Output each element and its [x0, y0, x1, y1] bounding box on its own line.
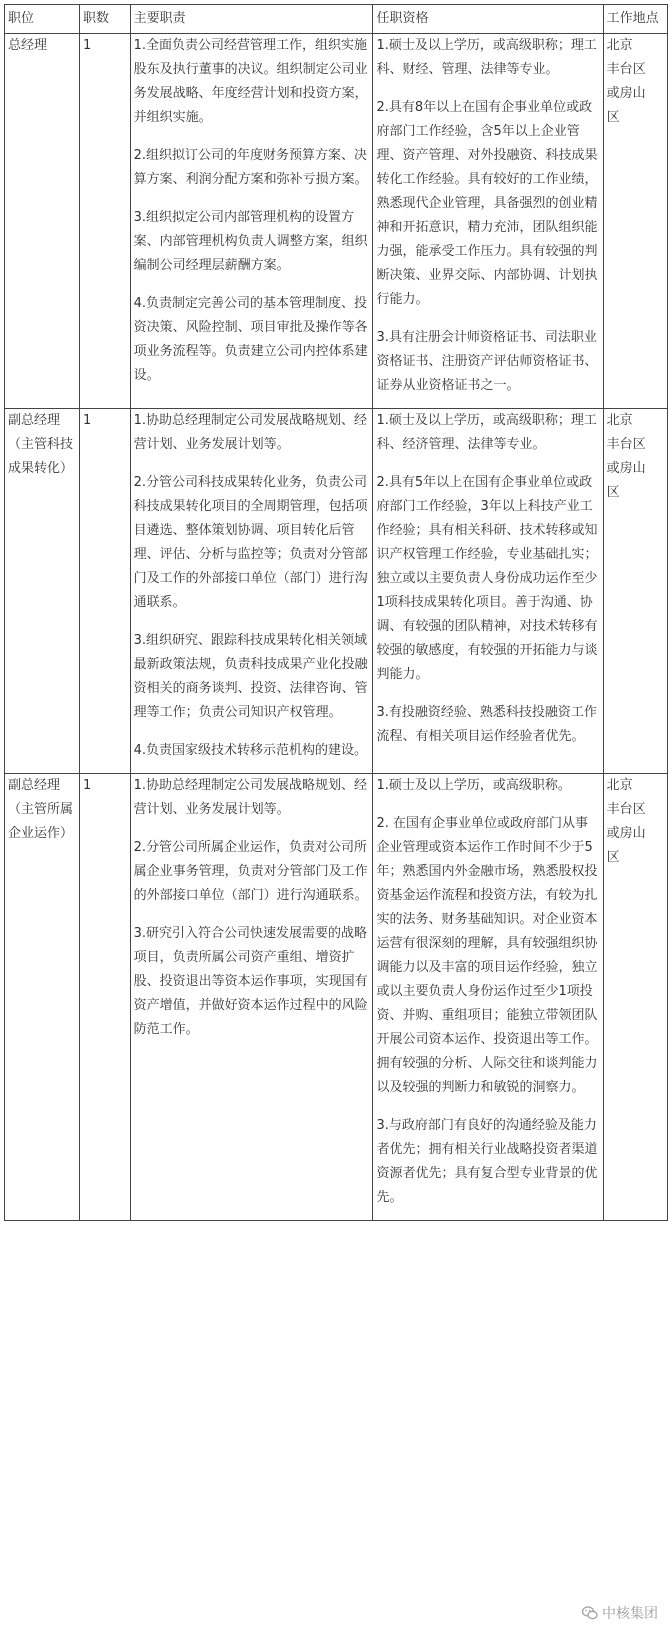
location-line: 区	[606, 485, 620, 500]
location-line: 北京	[606, 413, 633, 428]
qualifications-cell	[373, 409, 603, 774]
header-title: 职位	[5, 5, 80, 34]
location-line: 丰台区	[606, 437, 646, 452]
duties-cell	[130, 34, 373, 409]
position-count: 1	[79, 409, 130, 774]
qualification-item: 3.与政府部门有良好的沟通经验及能力者优先；拥有相关行业战略投资者渠道资源者优先；具有复合型专业背景的优先。	[376, 1118, 598, 1205]
watermark-text: 中核集团	[602, 1606, 658, 1622]
header-count: 职数	[79, 5, 130, 34]
duty-item: 2.分管公司科技成果转化业务，负责公司科技成果转化项目的全周期管理，包括项目遴选、整体策划协调、项目转化后管理、评估、分析与监控等；负责对分管部门及工作的外部接口单位（部门）进行沟通联系。	[133, 475, 368, 610]
duty-item: 1.协助总经理制定公司发展战略规划、经营计划、业务发展计划等。	[133, 778, 368, 817]
qualification-item: 2.具有5年以上在国有企事业单位或政府部门工作经验，3年以上科技产业工作经验；具有相关科研、技术转移或知识产权管理工作经验，专业基础扎实；独立或以主要负责人身份成功运作至少1项科技成果转化项目。善于沟通、协调、有较强的团队精神，对技术转移有较强的敏感度，有较强的开拓能力与谈判能力。	[376, 475, 598, 682]
position-count: 1	[79, 34, 130, 409]
location-line: 丰台区	[606, 62, 646, 77]
wechat-icon	[582, 1605, 598, 1621]
header-location: 工作地点	[603, 5, 667, 34]
watermark	[582, 1603, 658, 1623]
table-row	[5, 34, 668, 409]
position-title: 副总经理（主管科技成果转化）	[5, 409, 80, 774]
qualification-item: 2.具有8年以上在国有企事业单位或政府部门工作经验，含5年以上企业管理、资产管理、对外投融资、科技成果转化工作经验。具有较好的工作业绩，熟悉现代企业管理，具备强烈的创业精神和开拓意识，精力充沛，团队组织能力强，能承受工作压力。具有较强的判断决策、业界交际、内部协调、计划执行能力。	[376, 100, 598, 307]
qualification-item: 2. 在国有企事业单位或政府部门从事企业管理或资本运作工作时间不少于5年；熟悉国内外金融市场，熟悉股权投资基金运作流程和投资方法，有较为扎实的法务、财务基础知识。对企业资本运营有很深刻的理解，具有较强组织协调能力以及丰富的项目运作经验，独立或以主要负责人身份运作过至少1项投资、并购、重组项目；能独立带领团队开展公司资本运作、投资退出等工作。拥有较强的分析、人际交往和谈判能力以及较强的判断力和敏锐的洞察力。	[376, 816, 598, 1095]
table-body	[5, 34, 668, 1221]
location-line: 丰台区	[606, 802, 646, 817]
job-table	[4, 4, 668, 1221]
qualification-item: 1.硕士及以上学历，或高级职称；理工科、财经、管理、法律等专业。	[376, 38, 597, 77]
position-count: 1	[79, 774, 130, 1221]
table-row	[5, 409, 668, 774]
position-title: 副总经理（主管所属企业运作）	[5, 774, 80, 1221]
duty-item: 3.组织拟定公司内部管理机构的设置方案、内部管理机构负责人调整方案，组织编制公司经理层薪酬方案。	[133, 210, 368, 273]
header-duties: 主要职责	[130, 5, 373, 34]
qualifications-cell	[373, 34, 603, 409]
location-cell	[603, 774, 667, 1221]
location-line: 北京	[606, 778, 633, 793]
location-cell	[603, 409, 667, 774]
duty-item: 4.负责国家级技术转移示范机构的建设。	[133, 743, 368, 758]
location-line: 或房山	[606, 461, 646, 476]
qualifications-cell	[373, 774, 603, 1221]
location-line: 北京	[606, 38, 633, 53]
qualification-item: 1.硕士及以上学历，或高级职称；理工科、经济管理、法律等专业。	[376, 413, 597, 452]
duty-item: 3.组织研究、跟踪科技成果转化相关领域最新政策法规，负责科技成果产业化投融资相关的商务谈判、投资、法律咨询、管理等工作；负责公司知识产权管理。	[133, 633, 368, 720]
location-line: 区	[606, 110, 620, 125]
table-header-row	[5, 5, 668, 34]
duty-item: 2.分管公司所属企业运作，负责对公司所属企业事务管理，负责对分管部门及工作的外部接口单位（部门）进行沟通联系。	[133, 840, 368, 903]
duty-item: 1.协助总经理制定公司发展战略规划、经营计划、业务发展计划等。	[133, 413, 368, 452]
duty-item: 2.组织拟订公司的年度财务预算方案、决算方案、利润分配方案和弥补亏损方案。	[133, 148, 368, 187]
position-title: 总经理	[5, 34, 80, 409]
location-line: 或房山	[606, 826, 646, 841]
duty-item: 1.全面负责公司经营管理工作，组织实施股东及执行董事的决议。组织制定公司业务发展战略、年度经营计划和投资方案，并组织实施。	[133, 38, 368, 125]
duties-cell	[130, 409, 373, 774]
qualification-item: 3.有投融资经验、熟悉科技投融资工作流程、有相关项目运作经验者优先。	[376, 705, 597, 744]
location-line: 或房山	[606, 86, 646, 101]
duty-item: 3.研究引入符合公司快速发展需要的战略项目，负责所属公司资产重组、增资扩股、投资退出等资本运作事项，实现国有资产增值，并做好资本运作过程中的风险防范工作。	[133, 926, 368, 1037]
qualification-item: 3.具有注册会计师资格证书、司法职业资格证书、注册资产评估师资格证书、证券从业资格证书之一。	[376, 330, 598, 393]
location-line: 区	[606, 850, 620, 865]
duties-cell	[130, 774, 373, 1221]
header-qualifications: 任职资格	[373, 5, 603, 34]
duty-item: 4.负责制定完善公司的基本管理制度、投资决策、风险控制、项目审批及操作等各项业务流程等。负责建立公司内控体系建设。	[133, 296, 368, 383]
location-cell	[603, 34, 667, 409]
qualification-item: 1.硕士及以上学历，或高级职称。	[376, 778, 571, 793]
table-row	[5, 774, 668, 1221]
